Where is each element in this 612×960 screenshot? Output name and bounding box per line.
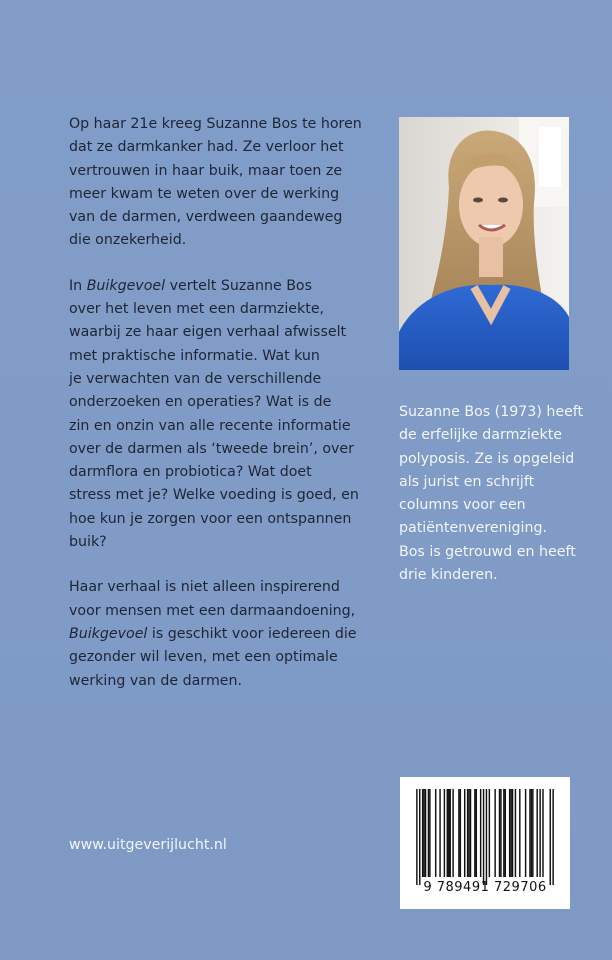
text-line: zin en onzin van alle recente informatie xyxy=(69,417,351,434)
barcode-bar xyxy=(536,789,537,877)
barcode-bar xyxy=(550,789,551,885)
bio-line: als jurist en schrijft xyxy=(399,473,535,490)
text-suffix: vertelt Suzanne Bos xyxy=(165,277,313,294)
bio-line: Bos is getrouwd en heeft xyxy=(399,543,576,560)
text-line: waarbij ze haar eigen verhaal afwisselt xyxy=(69,324,347,341)
text-line: darmflora en probiotica? Wat doet xyxy=(69,464,312,481)
barcode-bar xyxy=(468,789,469,877)
barcode-bar xyxy=(476,789,477,877)
text-line: vertrouwen in haar buik, maar toen ze xyxy=(69,162,343,179)
barcode-bar xyxy=(452,789,453,877)
barcode-bar xyxy=(542,789,543,877)
barcode-bar xyxy=(512,789,513,877)
paragraph-3 xyxy=(69,576,359,692)
barcode-bar xyxy=(423,789,424,877)
barcode-bar xyxy=(532,789,533,877)
text-line xyxy=(69,623,359,646)
barcode-bar xyxy=(439,789,440,877)
text-line xyxy=(69,275,359,298)
text-line: met praktische informatie. Wat kun xyxy=(69,347,320,364)
barcode-bar xyxy=(505,789,506,877)
bio-line: de erfelijke darmziekte xyxy=(399,427,563,444)
book-title-italic: Buikgevoel xyxy=(86,277,166,294)
barcode-bar xyxy=(525,789,526,877)
text-line: Haar verhaal is niet alleen inspirerend xyxy=(69,579,340,596)
barcode-bar xyxy=(422,789,423,877)
bio-line: columns voor een xyxy=(399,497,526,514)
text-line: die onzekerheid. xyxy=(69,232,187,249)
text-line: stress met je? Welke voeding is goed, en xyxy=(69,487,359,504)
barcode-bar xyxy=(503,789,504,877)
author-photo xyxy=(399,117,569,370)
barcode-bar xyxy=(416,789,417,885)
text-line: meer kwam te weten over de werking xyxy=(69,185,340,202)
text-line: Op haar 21e kreeg Suzanne Bos te horen xyxy=(69,116,362,132)
barcode-bar xyxy=(500,789,501,877)
text-line: onderzoeken en operaties? Wat is de xyxy=(69,394,332,411)
text-line: van de darmen, verdween gaandeweg xyxy=(69,209,343,226)
bio-line: drie kinderen. xyxy=(399,567,498,584)
text-line: dat ze darmkanker had. Ze verloor het xyxy=(69,139,344,156)
text-line: hoe kun je zorgen voor een ontspannen xyxy=(69,510,352,527)
barcode-bar xyxy=(531,789,532,877)
bio-line: patiëntenvereniging. xyxy=(399,520,547,537)
barcode-bar xyxy=(447,789,448,877)
text-line: over het leven met een darmziekte, xyxy=(69,301,325,318)
barcode-bar xyxy=(435,789,436,877)
author-bio xyxy=(399,401,584,587)
barcode-bar xyxy=(509,789,510,877)
barcode-bar xyxy=(510,789,511,877)
paragraph-1 xyxy=(69,113,362,253)
barcode-bar xyxy=(489,789,490,877)
barcode-bar xyxy=(448,789,449,877)
barcode-bar xyxy=(499,789,500,877)
description-text xyxy=(69,113,362,715)
barcode-bar xyxy=(460,789,461,877)
text-line: je verwachten van de verschillende xyxy=(69,370,322,387)
barcode-bar xyxy=(419,789,420,885)
barcode-bar xyxy=(486,789,487,885)
barcode-bar xyxy=(449,789,450,877)
barcode-bar xyxy=(552,789,553,885)
text-line: buik? xyxy=(69,534,107,551)
bio-line: polyposis. Ze is opgeleid xyxy=(399,450,575,467)
text-line: over de darmen als ‘tweede brein’, over xyxy=(69,440,354,457)
barcode-bar xyxy=(539,789,540,877)
bio-line: Suzanne Bos (1973) heeft xyxy=(399,404,584,420)
barcode-bar xyxy=(480,789,481,877)
text-line: gezonder wil leven, met een optimale xyxy=(69,649,338,666)
book-title-italic: Buikgevoel xyxy=(69,625,148,642)
text-prefix: In xyxy=(69,277,87,294)
barcode-bar xyxy=(515,789,516,877)
barcode-bar xyxy=(519,789,520,877)
barcode xyxy=(400,777,570,909)
paragraph-2 xyxy=(69,275,359,555)
barcode-bar xyxy=(429,789,430,877)
barcode-bar xyxy=(483,789,484,885)
isbn-number: 9 789491 729706 xyxy=(423,880,547,895)
barcode-bar xyxy=(425,789,426,877)
barcode-bar xyxy=(467,789,468,877)
barcode-bar xyxy=(494,789,495,877)
barcode-bar xyxy=(529,789,530,877)
barcode-bar xyxy=(428,789,429,877)
barcode-bar xyxy=(474,789,475,877)
publisher-website[interactable]: www.uitgeverijlucht.nl xyxy=(69,837,227,853)
text-suffix: is geschikt voor iedereen die xyxy=(147,625,357,642)
barcode-bar xyxy=(470,789,471,877)
barcode-bar xyxy=(458,789,459,877)
text-line: voor mensen met een darmaandoening, xyxy=(69,602,356,619)
barcode-bar xyxy=(444,789,445,877)
text-line: werking van de darmen. xyxy=(69,672,242,689)
barcode-bar xyxy=(464,789,465,877)
